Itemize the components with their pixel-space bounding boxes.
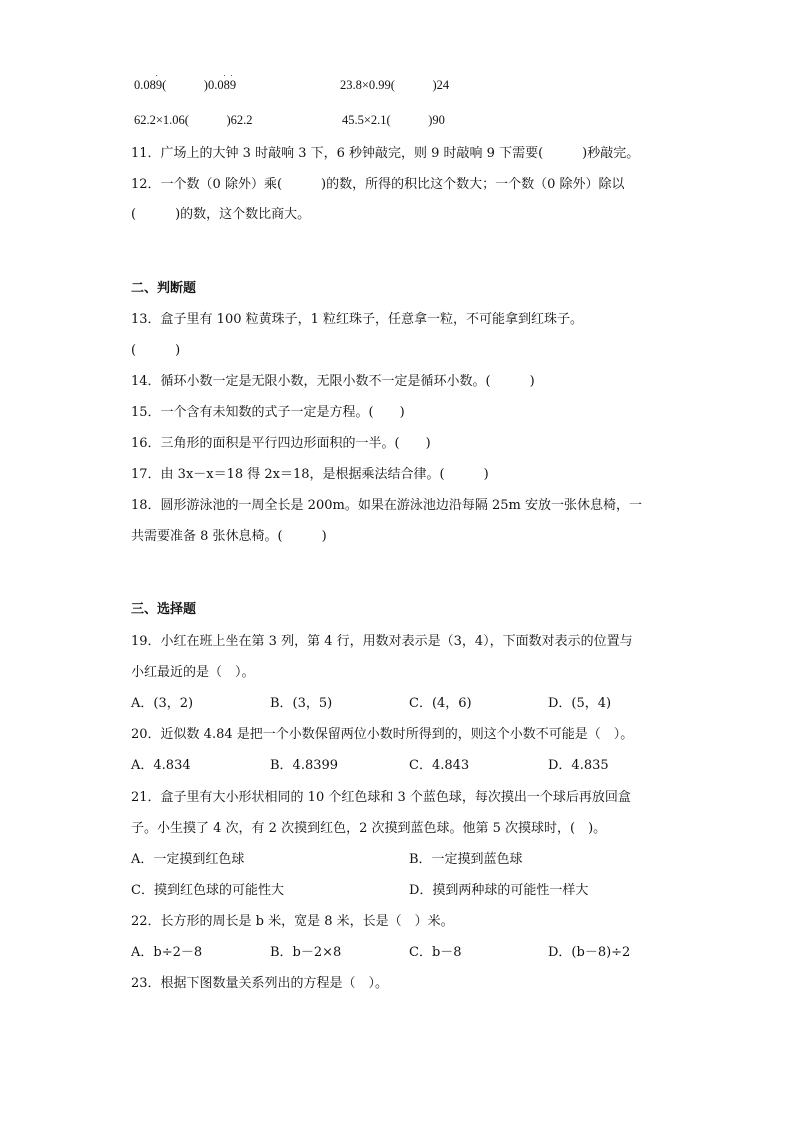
question-13: 13．盒子里有 100 粒黄珠子，1 粒红珠子，任意拿一粒，不可能拿到红珠子。 <box>131 312 584 327</box>
q19-option-a[interactable]: A．(3，2) <box>131 696 194 711</box>
q20-option-c[interactable]: C．4.843 <box>409 758 470 773</box>
q22-option-b[interactable]: B．b－2×8 <box>270 945 342 960</box>
question-20: 20．近似数 4.84 是把一个小数保留两位小数时所得到的，则这个小数不可能是（ ）。 <box>131 727 634 742</box>
question-22: 22．长方形的周长是 b 米，宽是 8 米，长是（ ）米。 <box>131 914 454 929</box>
decimal-a-repeat-digits: 9 <box>155 78 163 92</box>
question-21-line2: 子。小生摸了 4 次，有 2 次摸到红色，2 次摸到蓝色球。他第 5 次摸球时，( )。 <box>131 821 607 836</box>
q22-option-d[interactable]: D．(b－8)÷2 <box>548 945 631 960</box>
q21-option-d[interactable]: D．摸到两种球的可能性一样大 <box>409 883 589 898</box>
q21-option-a[interactable]: A．一定摸到红色球 <box>131 852 245 867</box>
q19-option-c[interactable]: C．(4，6) <box>409 696 472 711</box>
section-title-judgement: 二、判断题 <box>131 281 197 296</box>
decimal-a-base: 0.08 <box>134 78 156 92</box>
comparison-45-5: 45.5×2.1( )90 <box>342 113 445 127</box>
decimal-b-repeat: . . 89 <box>223 69 237 92</box>
repeating-decimal-b <box>207 69 237 93</box>
question-15: 15．一个含有未知数的式子一定是方程。( ) <box>131 405 405 420</box>
repeating-decimal-a <box>134 69 163 93</box>
decimal-b-repeat-digits: 89 <box>223 78 237 92</box>
comparison-repeating-decimals <box>134 69 237 93</box>
question-17: 17．由 3x－x＝18 得 2x＝18，是根据乘法结合律。( ) <box>131 467 489 482</box>
question-18-line1: 18．圆形游泳池的一周全长是 200m。如果在游泳池边沿每隔 25m 安放一张休息椅，一 <box>131 498 642 513</box>
q19-option-b[interactable]: B．(3，5) <box>270 696 333 711</box>
q21-option-c[interactable]: C．摸到红色球的可能性大 <box>131 883 284 898</box>
q22-option-a[interactable]: A．b÷2－8 <box>131 945 203 960</box>
q20-option-b[interactable]: B．4.8399 <box>270 758 339 773</box>
question-12-line1: 12．一个数（0 除外）乘( )的数，所得的积比这个数大；一个数（0 除外）除以 <box>131 177 625 192</box>
comparison-62-2: 62.2×1.06( )62.2 <box>134 113 253 127</box>
question-18-line2: 共需要准备 8 张休息椅。( ) <box>131 529 327 544</box>
q20-option-a[interactable]: A．4.834 <box>131 758 191 773</box>
decimal-a-repeat: . 9 <box>155 69 163 92</box>
question-19-line1: 19．小红在班上坐在第 3 列，第 4 行，用数对表示是（3，4），下面数对表示的位置与 <box>131 634 633 649</box>
question-14: 14．循环小数一定是无限小数，无限小数不一定是循环小数。( ) <box>131 374 535 389</box>
question-23: 23．根据下图数量关系列出的方程是（ ）。 <box>131 976 389 991</box>
question-11: 11．广场上的大钟 3 时敲响 3 下，6 秒钟敲完，则 9 时敲响 9 下需要( )秒敲完。 <box>131 146 640 161</box>
q22-option-c[interactable]: C．b－8 <box>409 945 462 960</box>
question-16: 16．三角形的面积是平行四边形面积的一半。( ) <box>131 436 431 451</box>
answer-blank[interactable]: ( ) <box>162 78 208 92</box>
question-13-blank[interactable]: ( ) <box>131 343 181 358</box>
question-19-line2: 小红最近的是（ ）。 <box>131 665 255 680</box>
question-12-line2: ( )的数，这个数比商大。 <box>131 207 311 222</box>
q19-option-d[interactable]: D．(5，4) <box>548 696 612 711</box>
q20-option-d[interactable]: D．4.835 <box>548 758 609 773</box>
q21-option-b[interactable]: B．一定摸到蓝色球 <box>409 852 523 867</box>
comparison-23-8: 23.8×0.99( )24 <box>340 78 450 92</box>
decimal-b-base: 0.0 <box>207 78 224 92</box>
question-21-line1: 21．盒子里有大小形状相同的 10 个红色球和 3 个蓝色球，每次摸出一个球后再放回盒 <box>131 790 631 805</box>
section-title-choice: 三、选择题 <box>131 602 197 617</box>
